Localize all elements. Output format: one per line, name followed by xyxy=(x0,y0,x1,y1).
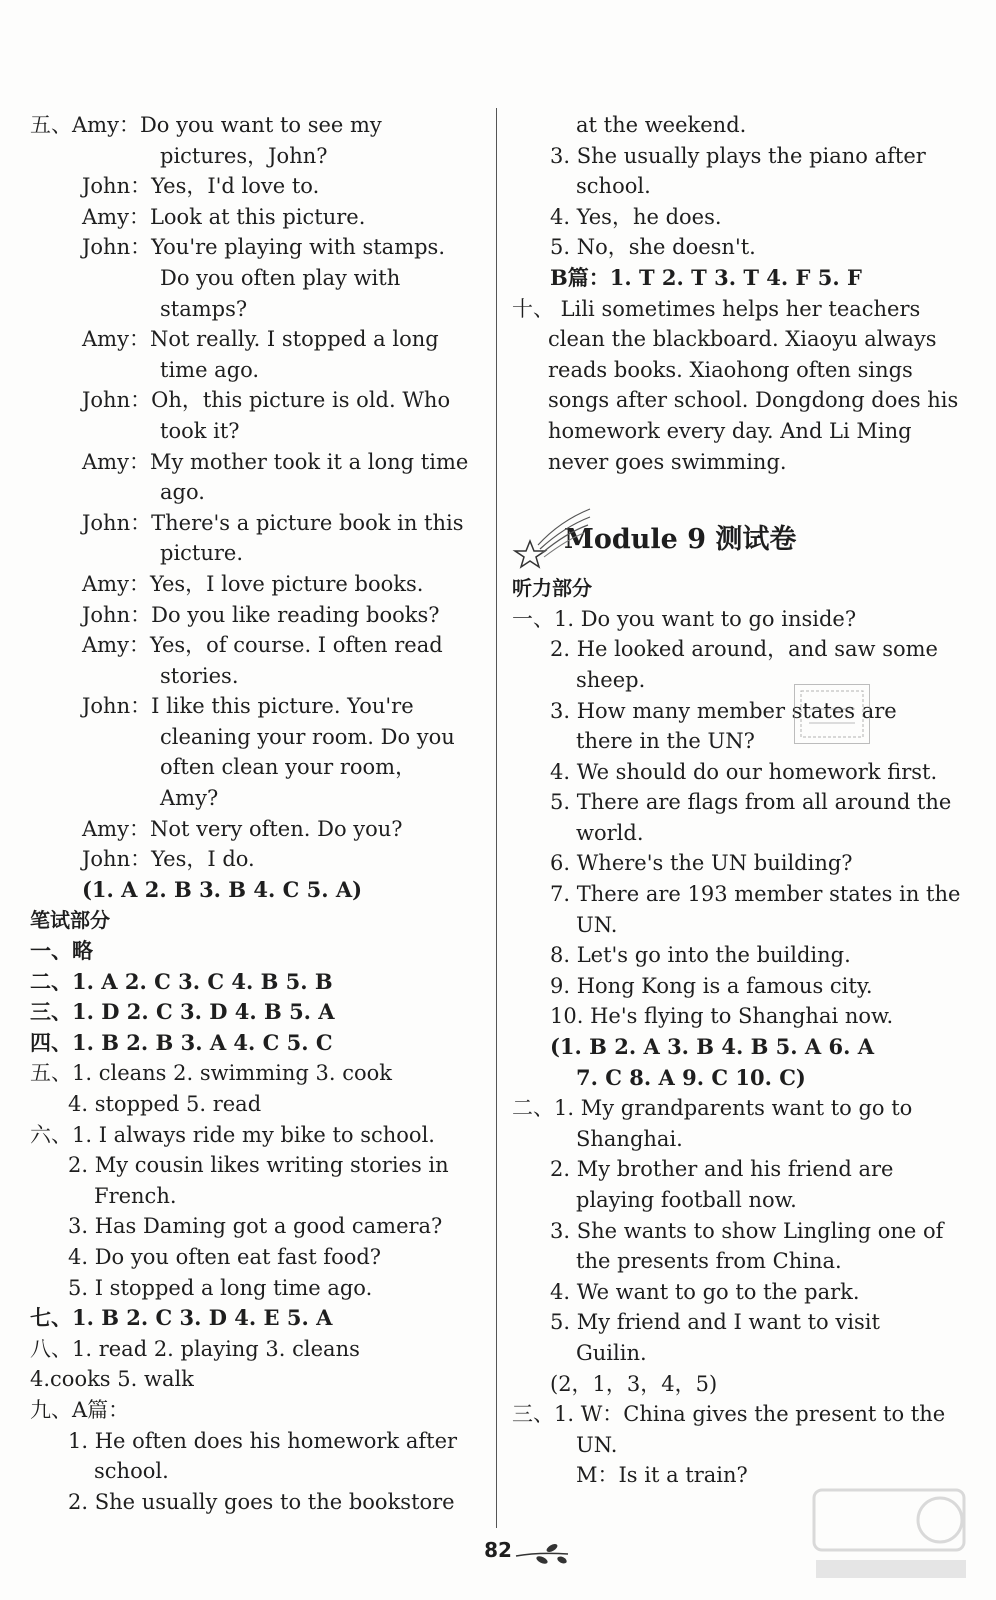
text-line: Amy：Yes，I love picture books. xyxy=(82,571,424,596)
watermark-logo-icon xyxy=(808,1480,978,1585)
text-line: 2. She usually goes to the bookstore xyxy=(68,1489,455,1514)
text-line: world. xyxy=(576,820,644,845)
text-line: John：There's a picture book in this xyxy=(82,510,464,535)
left-column xyxy=(30,110,485,1517)
text-line: 一、1. Do you want to go inside? xyxy=(512,606,857,631)
text-line: Amy? xyxy=(160,786,219,811)
text-line: Shanghai. xyxy=(576,1126,683,1151)
text-line: 十、 Lili sometimes helps her teachers xyxy=(512,296,921,321)
page-number: 82 xyxy=(484,1538,512,1562)
leaf-sprig-icon xyxy=(512,1538,572,1568)
text-line: 5. No，she doesn't. xyxy=(550,235,756,260)
text-line: 九、A篇： xyxy=(30,1397,130,1422)
text-line: 2. He looked around，and saw some xyxy=(550,637,938,662)
text-line: homework every day. And Li Ming xyxy=(548,418,912,443)
text-line: clean the blackboard. Xiaoyu always xyxy=(548,327,937,352)
text-line: UN. xyxy=(576,912,618,937)
text-line: Guilin. xyxy=(576,1340,647,1365)
text-line: sheep. xyxy=(576,667,646,692)
text-line: Amy：Yes，of course. I often read xyxy=(82,633,443,658)
text-line: Amy：Not really. I stopped a long xyxy=(82,327,439,352)
answer-key: 三、1. D 2. C 3. D 4. B 5. A xyxy=(30,999,335,1025)
section-heading-written: 笔试部分 xyxy=(30,908,110,933)
text-line: 9. Hong Kong is a famous city. xyxy=(550,973,873,998)
text-line: John：You're playing with stamps. xyxy=(82,235,446,260)
text-line: 八、1. read 2. playing 3. cleans xyxy=(30,1336,360,1361)
text-line: at the weekend. xyxy=(576,113,747,137)
text-line: 4. We should do our homework first. xyxy=(550,759,938,784)
text-line: school. xyxy=(94,1459,169,1484)
section-heading-listening: 听力部分 xyxy=(512,576,592,601)
text-line: stories. xyxy=(160,663,239,688)
text-line: 4. We want to go to the park. xyxy=(550,1279,860,1304)
answer-key: (1. B 2. A 3. B 4. B 5. A 6. A xyxy=(550,1034,875,1060)
text-line: John：Do you like reading books? xyxy=(82,602,440,627)
text-line: 4. Do you often eat fast food? xyxy=(68,1244,382,1269)
text-line: UN. xyxy=(576,1432,618,1457)
text-line: 五、Amy：Do you want to see my xyxy=(30,113,382,137)
text-line: ago. xyxy=(160,480,205,505)
answer-key: (1. A 2. B 3. B 4. C 5. A) xyxy=(82,876,363,902)
text-line: 7. There are 193 member states in the xyxy=(550,882,961,907)
text-line: time ago. xyxy=(160,357,260,382)
text-line: 1. He often does his homework after xyxy=(68,1428,458,1453)
text-line: 3. Has Daming got a good camera? xyxy=(68,1214,443,1239)
text-line: 4. Yes，he does. xyxy=(550,204,722,229)
text-line: 2. My brother and his friend are xyxy=(550,1157,894,1182)
module-heading xyxy=(512,507,972,573)
text-line: 五、1. cleans 2. swimming 3. cook xyxy=(30,1061,392,1086)
answer-key: 7. C 8. A 9. C 10. C) xyxy=(576,1064,806,1090)
text-line: 5. My friend and I want to visit xyxy=(550,1310,880,1335)
text-line: John：I like this picture. You're xyxy=(82,694,414,719)
answer-key: 四、1. B 2. B 3. A 4. C 5. C xyxy=(30,1029,333,1055)
text-line: took it? xyxy=(160,418,240,443)
text-line: Do you often play with xyxy=(160,265,401,290)
text-line: 4.cooks 5. walk xyxy=(30,1367,194,1392)
text-line: 4. stopped 5. read xyxy=(68,1092,262,1116)
text-line: pictures，John? xyxy=(160,143,328,168)
text-line: often clean your room， xyxy=(160,755,417,780)
text-line: school. xyxy=(576,174,651,199)
text-line: songs after school. Dongdong does his xyxy=(548,388,959,413)
text-line: 5. There are flags from all around the xyxy=(550,790,952,815)
text-line: 二、1. My grandparents want to go to xyxy=(512,1096,913,1121)
text-line: 5. I stopped a long time ago. xyxy=(68,1275,373,1300)
text-line: the presents from China. xyxy=(576,1249,842,1274)
text-line: cleaning your room. Do you xyxy=(160,724,455,749)
text-line: John：Oh，this picture is old. Who xyxy=(82,388,451,413)
text-line: reads books. Xiaohong often sings xyxy=(548,357,913,382)
text-line: Amy：My mother took it a long time xyxy=(82,449,469,474)
text-line: John：Yes，I do. xyxy=(82,847,255,872)
text-line: French. xyxy=(94,1183,177,1208)
text-line: stamps? xyxy=(160,296,248,321)
answer-key: B篇：1. T 2. T 3. T 4. F 5. F xyxy=(550,264,862,290)
text-line: there in the UN? xyxy=(576,729,755,754)
text-line: John：Yes，I'd love to. xyxy=(82,174,320,199)
answer-key: 二、1. A 2. C 3. C 4. B 5. B xyxy=(30,968,333,994)
text-line: Amy：Look at this picture. xyxy=(82,204,366,229)
text-line: 3. She wants to show Lingling one of xyxy=(550,1218,944,1243)
shooting-star-icon xyxy=(512,501,592,571)
column-divider xyxy=(496,108,497,1528)
text-line: 3. She usually plays the piano after xyxy=(550,143,926,168)
text-line: never goes swimming. xyxy=(548,449,787,474)
text-line: picture. xyxy=(160,541,244,566)
text-line: 10. He's flying to Shanghai now. xyxy=(550,1004,894,1029)
stamp-logo-icon xyxy=(794,684,870,744)
text-line: 8. Let's go into the building. xyxy=(550,943,851,968)
text-line: 2. My cousin likes writing stories in xyxy=(68,1153,449,1178)
text-line: 三、1. W：China gives the present to the xyxy=(512,1402,946,1427)
module-title: Module 9 测试卷 xyxy=(564,524,797,556)
text-line: 3. How many member states are xyxy=(550,698,897,723)
right-column xyxy=(512,110,972,1491)
text-line: 6. Where's the UN building? xyxy=(550,851,853,876)
answer-key: 七、1. B 2. C 3. D 4. E 5. A xyxy=(30,1305,333,1331)
text-line: 六、1. I always ride my bike to school. xyxy=(30,1122,435,1147)
text-line: Amy：Not very often. Do you? xyxy=(82,816,403,841)
text-line: playing football now. xyxy=(576,1188,797,1212)
text-line: 一、略 xyxy=(30,938,93,964)
text-line: M：Is it a train? xyxy=(576,1463,748,1488)
text-line: (2，1，3，4，5) xyxy=(550,1371,718,1396)
